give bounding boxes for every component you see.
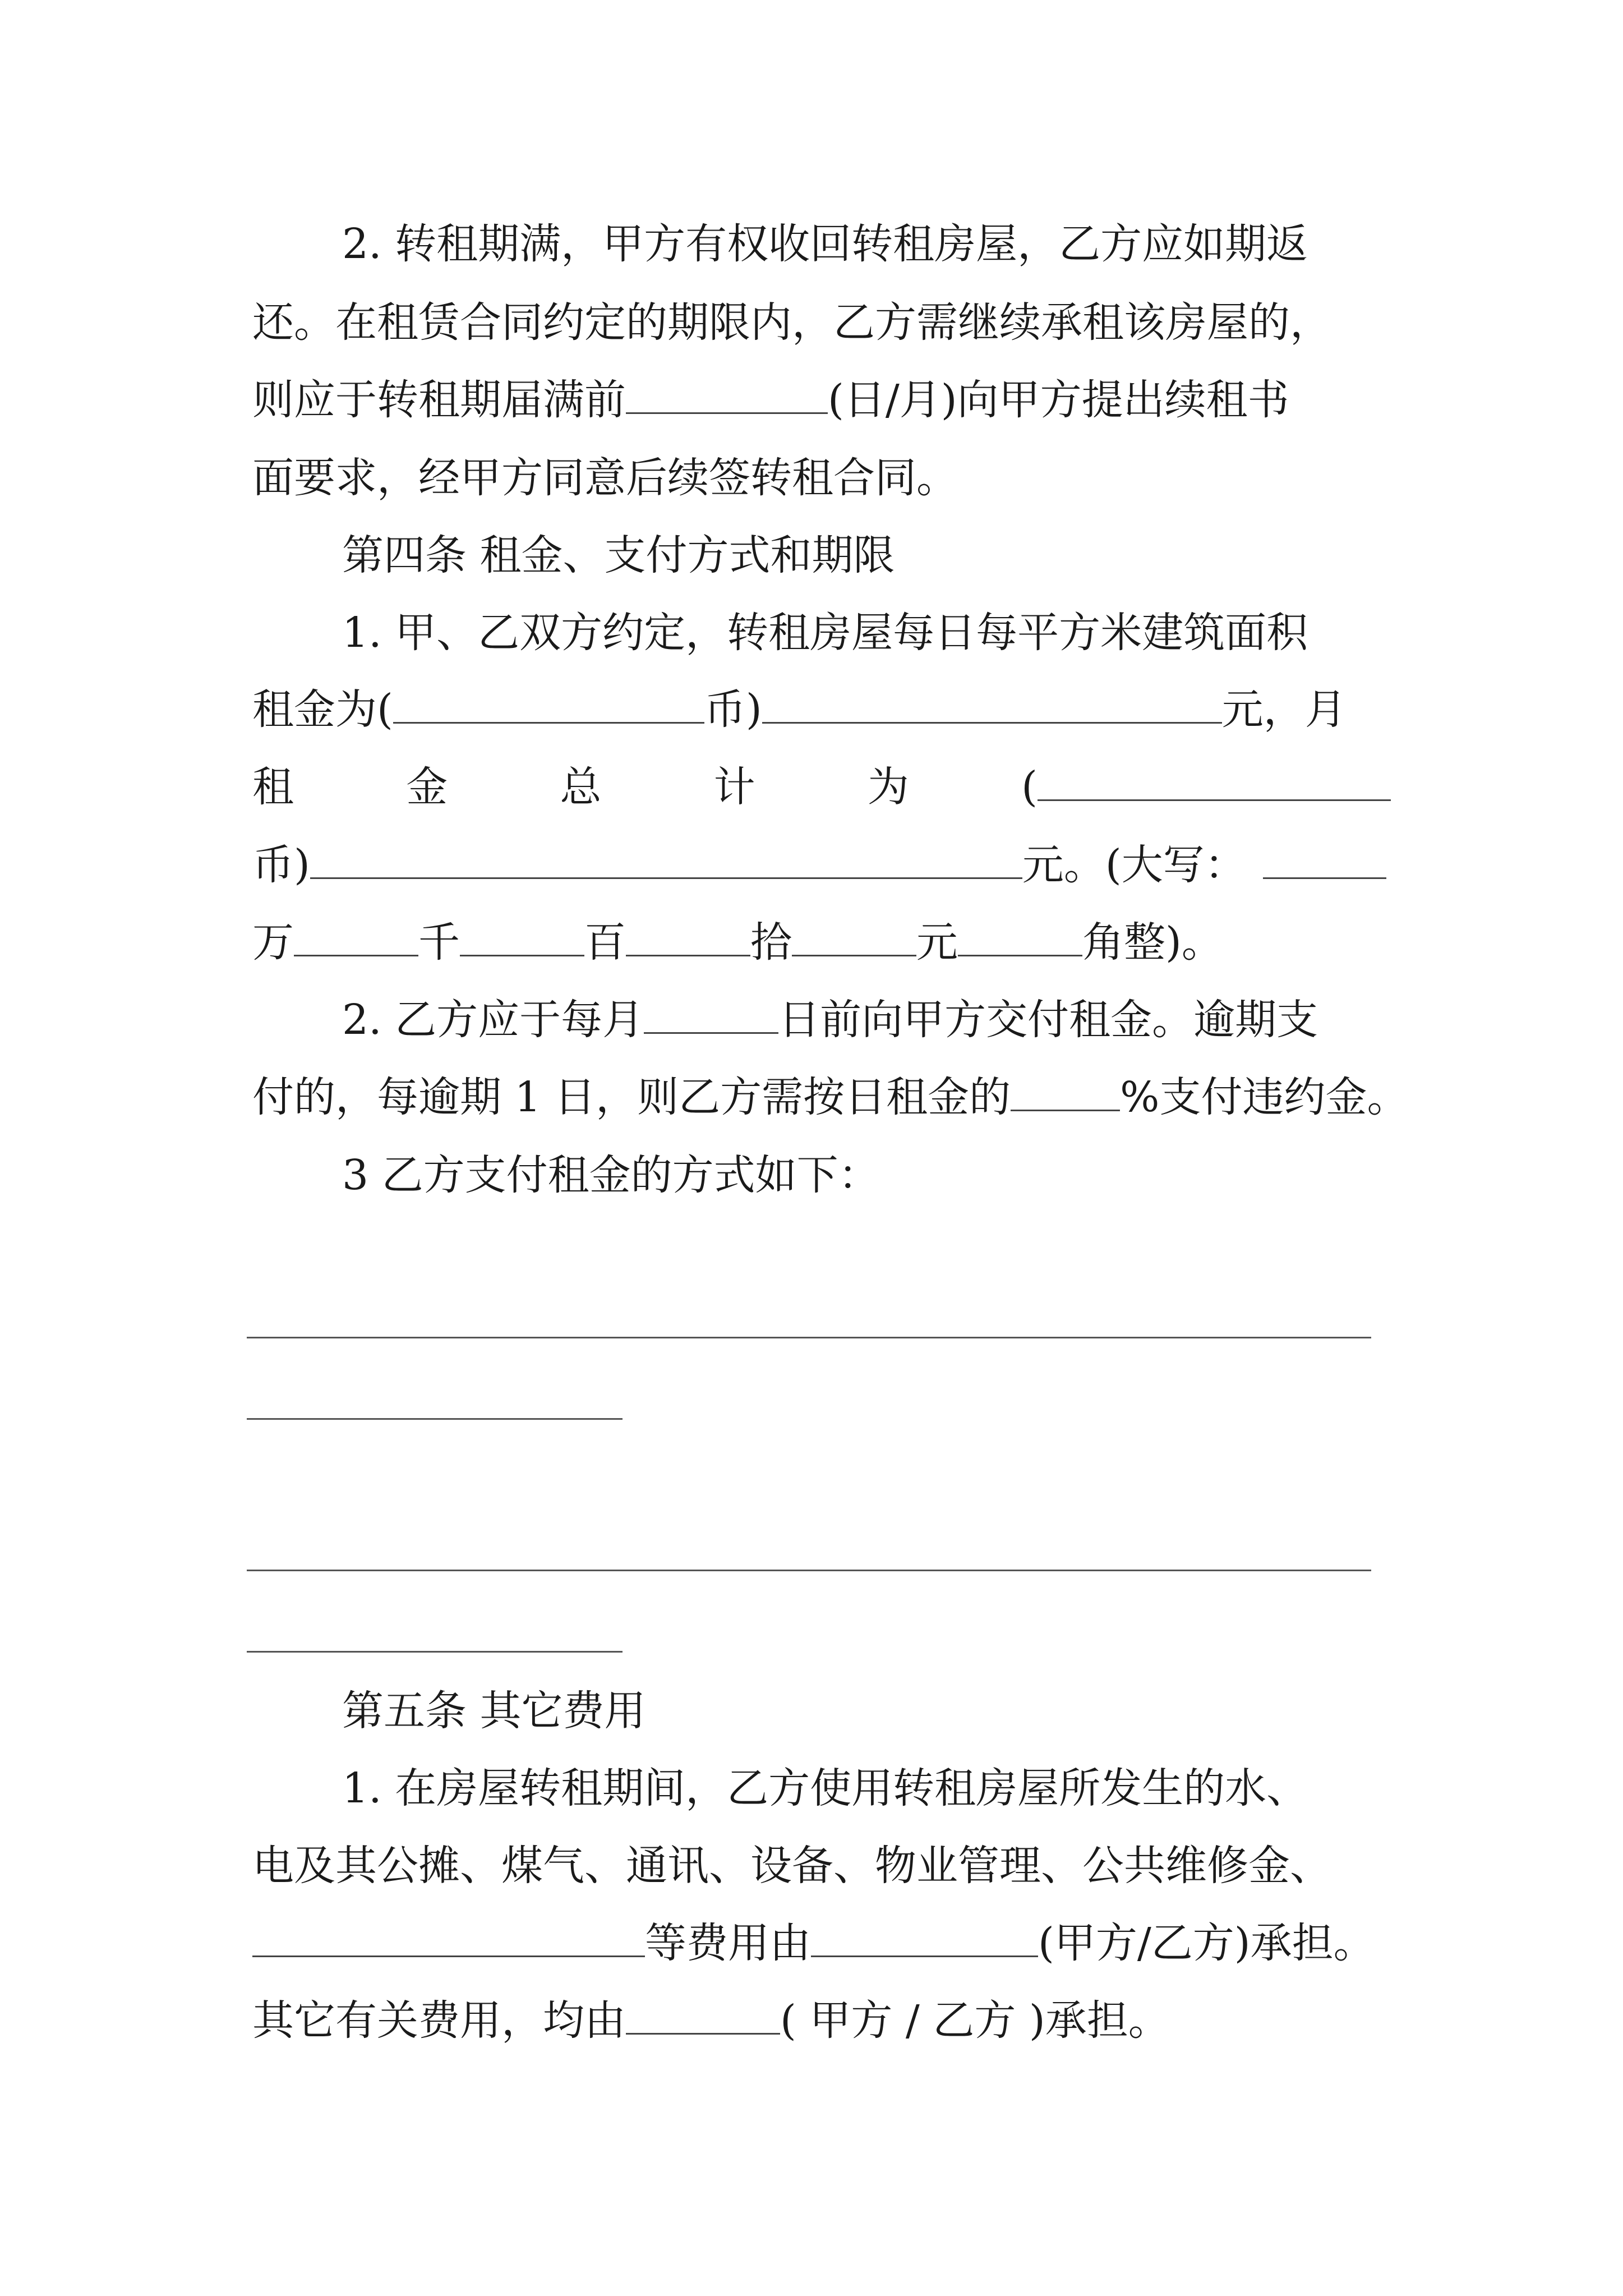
fill-blank-penalty-rate [1011,1075,1120,1111]
fill-blank-other-payer [626,1998,780,2035]
text-segment: 计 [713,763,755,811]
text-segment: 等费用由 [645,1919,811,1967]
text-segment: 总 [560,763,602,811]
text-segment: 拾 [750,918,792,967]
currency-group [1021,759,1391,815]
clause3-item2-line4: 面要求，经甲方同意后续签转租合同。 [252,454,958,502]
article4-item1-line4 [252,837,1386,893]
text-segment: 租金为( [252,685,393,734]
article5-heading: 第五条 其它费用 [342,1687,646,1735]
article4-item2-line1 [342,992,1318,1048]
fill-blank [958,920,1082,956]
text-segment: 日前向甲方交付租金。逾期支 [778,996,1318,1044]
text-segment: 为 [867,763,909,811]
text-segment: (甲方/乙方)承担。 [1038,1919,1375,1967]
article4-heading: 第四条 租金、支付方式和期限 [342,531,895,579]
text-segment: 元，月 [1221,685,1347,734]
article4-item2-line2 [252,1069,1408,1125]
fill-blank-daily-rent [762,687,1222,724]
article4-item1-line1: 1. 甲、乙双方约定，转租房屋每日每平方米建筑面积 [342,609,1308,657]
text-segment: 币) [252,841,310,889]
fill-blank-fee-payer [811,1921,1038,1957]
fill-blank-monthly-total [310,843,1022,879]
article4-item3: 3 乙方支付租金的方式如下： [342,1151,880,1199]
fill-blank [626,920,750,956]
text-segment: 角整)。 [1082,918,1223,967]
text-segment: 其它有关费用，均由 [252,1996,626,2045]
fill-blank-renewal-period [626,378,828,414]
clause3-item2-line3 [252,372,1289,428]
answer-line [247,1570,1371,1571]
fill-blank-other-fees [252,1921,645,1957]
text-segment: 千 [418,918,460,967]
text-segment: ( 甲方 / 乙方 )承担。 [780,1996,1170,2045]
text-segment: 币) [704,685,762,734]
text-segment: 租 [252,763,294,811]
article4-item1-line5 [252,914,1223,970]
article5-item1-line2: 电及其公摊、煤气、通讯、设备、物业管理、公共维修金、 [252,1842,1331,1890]
article5-item1-line1: 1. 在房屋转租期间，乙方使用转租房屋所发生的水、 [342,1764,1308,1812]
article4-item1-line3 [252,759,1391,815]
fill-blank-pay-day [644,997,778,1034]
fill-blank [460,920,584,956]
clause3-item2-line1: 2. 转租期满，甲方有权收回转租房屋，乙方应如期返 [342,220,1308,268]
fill-blank-monthly-currency [1038,765,1391,801]
text-segment: ( [1021,763,1038,811]
text-segment: 则应于转租期届满前 [252,376,626,424]
article4-item1-line2 [252,682,1347,738]
answer-line [247,1337,1371,1338]
clause3-item2-line2: 还。在租赁合同约定的期限内，乙方需继续承租该房屋的， [252,298,1331,347]
fill-blank-capital-wan [1263,843,1386,879]
text-segment: 万 [252,918,294,967]
fill-blank-currency [393,687,704,724]
answer-line [247,1651,623,1653]
text-segment: 付的，每逾期 1 日，则乙方需按日租金的 [252,1073,1011,1121]
text-segment: (日/月)向甲方提出续租书 [828,376,1289,424]
fill-blank [294,920,418,956]
text-segment: 元 [916,918,958,967]
article5-item1-line4 [252,1993,1170,2049]
answer-line [247,1418,623,1420]
text-segment: 2. 乙方应于每月 [342,996,644,1044]
text-segment: 百 [584,918,626,967]
text-segment: %支付违约金。 [1120,1073,1409,1121]
fill-blank [792,920,916,956]
article5-item1-line3 [252,1915,1375,1971]
text-segment: 元。(大写： [1022,841,1246,889]
text-segment: 金 [406,763,448,811]
